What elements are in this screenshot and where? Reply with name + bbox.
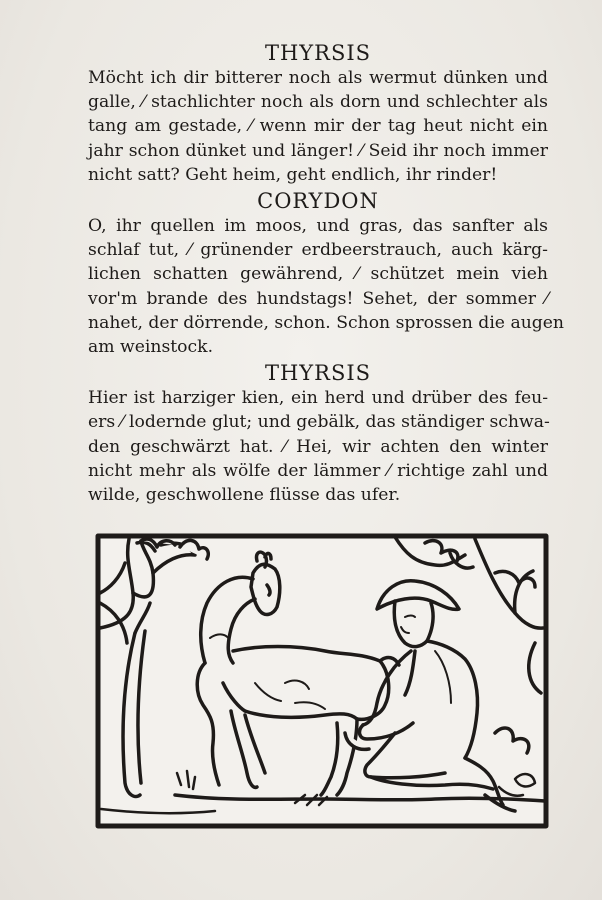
verse-line: Hier ist harziger kien, ein herd und drüber des feu- [88, 388, 548, 409]
verse-line: nahet, der dörrende, schon. Schon sprossen die augen [88, 312, 565, 333]
verse-line: jahr schon dünket und länger! ⁄ Seid ihr noch immer [88, 140, 548, 161]
verse-line: am weinstock. [88, 337, 214, 358]
verse-line: nicht mehr als wölfe der lämmer ⁄ richtige zahl und [88, 460, 548, 481]
woodcut-illustration [95, 533, 549, 829]
verse-line: schlaf tut, ⁄ grünender erdbeerstrauch, auch kärg- [88, 240, 548, 261]
verse-line: galle, ⁄ stachlichter noch als dorn und schlechter als [88, 92, 548, 113]
verse-line: Möcht ich dir bitterer noch als wermut dünken und [88, 68, 548, 88]
verse-line: nicht satt? Geht heim, geht endlich, ihr rinder! [88, 164, 498, 185]
speaker-heading: CORYDON [257, 189, 379, 214]
poem-text [88, 40, 565, 507]
verse-line: O, ihr quellen im moos, und gras, das sanfter als [88, 216, 548, 237]
speaker-heading: THYRSIS [264, 41, 372, 65]
verse-line: ers ⁄ lodernde glut; und gebälk, das ständiger schwa- [88, 412, 550, 433]
verse-line: vor'm brande des hundstags! Sehet, der sommer ⁄ [88, 288, 548, 309]
stanza-2 [88, 188, 565, 359]
verse-line: tang am gestade, ⁄ wenn mir der tag heut nicht ein [88, 116, 548, 137]
verse-line: wilde, geschwollene flüsse das ufer. [88, 485, 401, 506]
verse-line: lichen schatten gewährend, ⁄ schützet mein vieh [88, 264, 548, 285]
stanza-3 [88, 360, 548, 507]
stanza-1 [88, 40, 548, 187]
verse-line: den geschwärzt hat. ⁄ Hei, wir achten den winter [88, 436, 548, 457]
speaker-heading: THYRSIS [264, 361, 372, 386]
illustration-frame [98, 536, 546, 826]
